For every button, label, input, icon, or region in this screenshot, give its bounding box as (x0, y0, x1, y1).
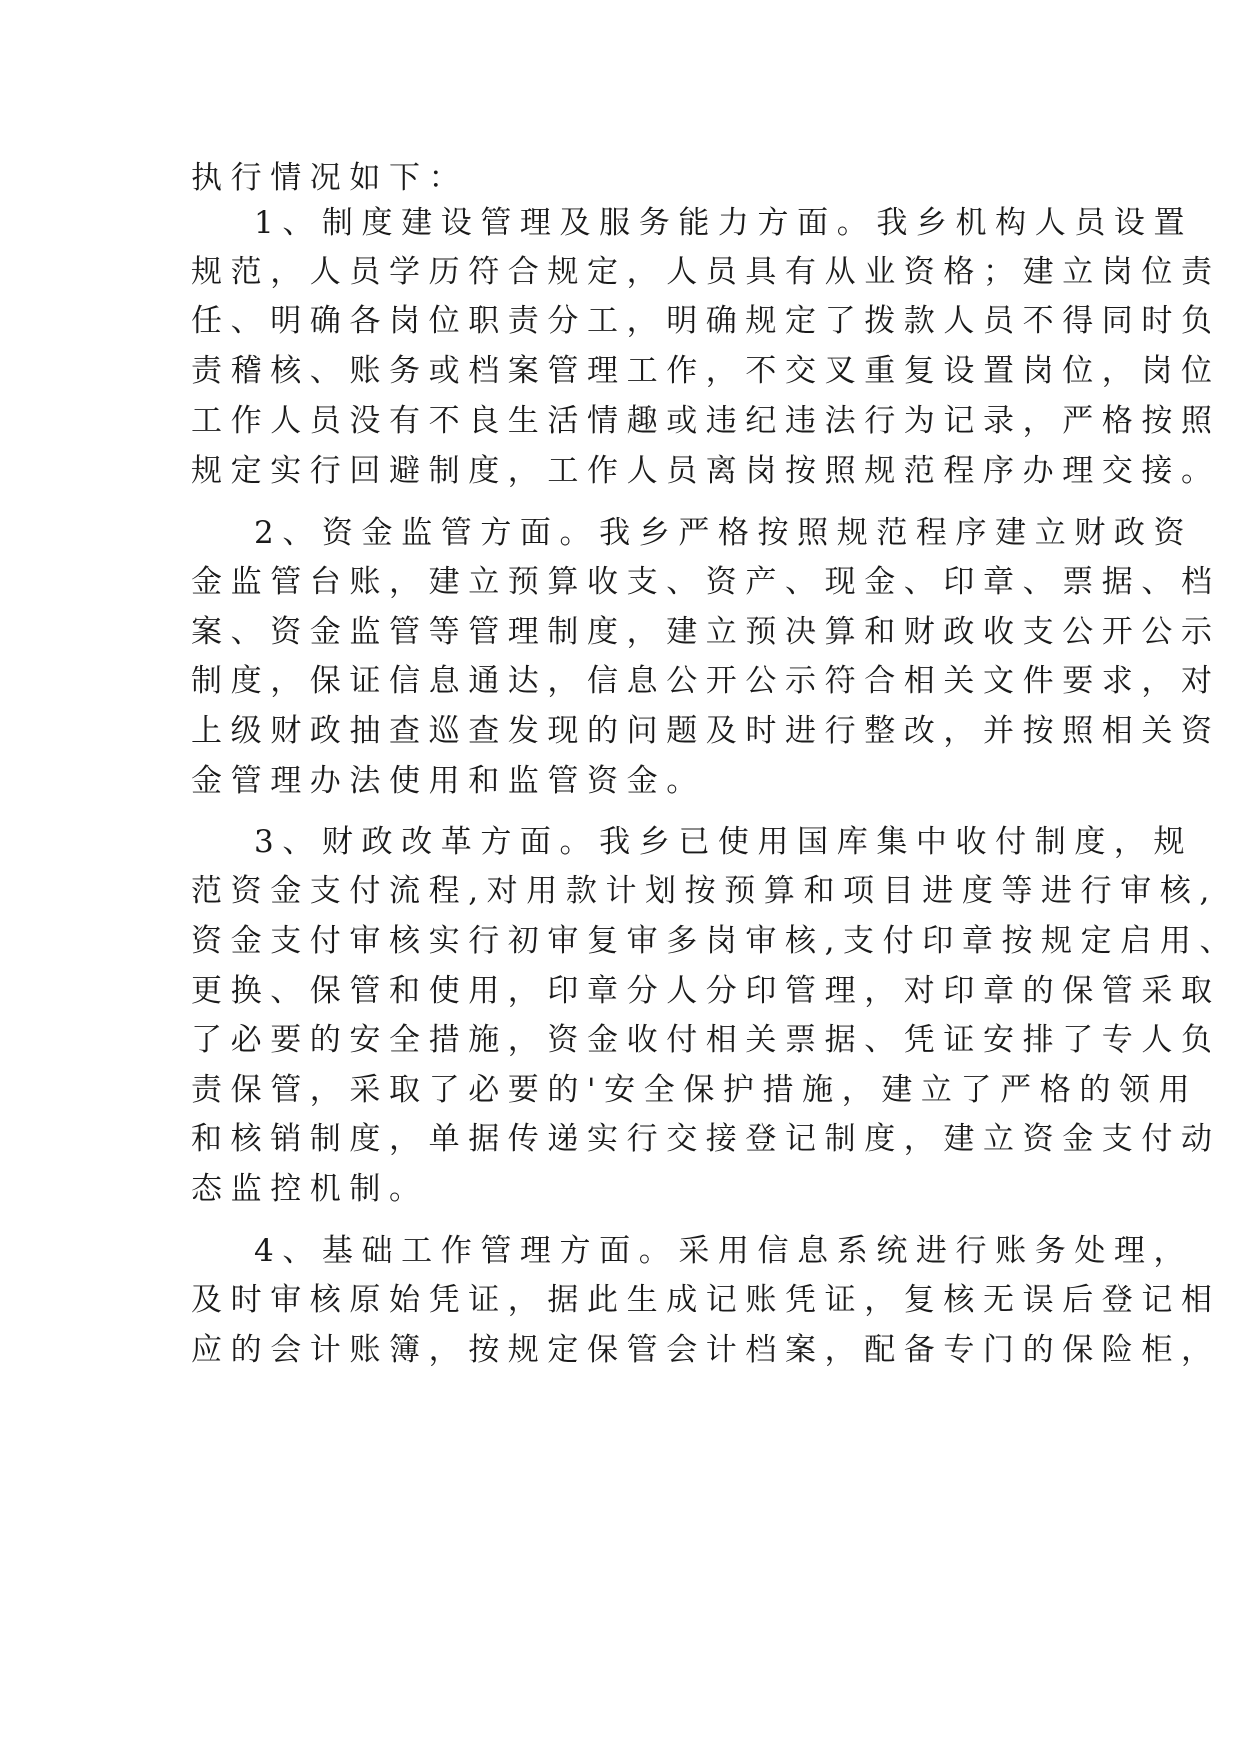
text-line: 工作人员没有不良生活情趣或违纪违法行为记录，严格按照 (191, 403, 1221, 439)
text-line: 了必要的安全措施，资金收付相关票据、凭证安排了专人负 (191, 1022, 1221, 1058)
text-line: 应的会计账簿，按规定保管会计档案，配备专门的保险柜， (191, 1332, 1221, 1368)
text-line: 规范，人员学历符合规定，人员具有从业资格；建立岗位责 (191, 254, 1221, 290)
text-line: 制度，保证信息通达，信息公开公示符合相关文件要求，对 (191, 663, 1221, 699)
text-line: 上级财政抽查巡查发现的问题及时进行整改，并按照相关资 (191, 713, 1221, 749)
text-line: 责保管，采取了必要的'安全保护措施，建立了严格的领用 (191, 1072, 1199, 1108)
paragraph-4-first-line: 4、基础工作管理方面。采用信息系统进行账务处理， (254, 1233, 1194, 1269)
text-line: 和核销制度，单据传递实行交接登记制度，建立资金支付动 (191, 1121, 1221, 1157)
paragraph-1-first-line: 1、制度建设管理及服务能力方面。我乡机构人员设置 (254, 205, 1194, 241)
text-line: 及时审核原始凭证，据此生成记账凭证，复核无误后登记相 (191, 1282, 1221, 1318)
text-line: 资金支付审核实行初审复审多岗审核,支付印章按规定启用、 (191, 923, 1240, 959)
text-line: 更换、保管和使用，印章分人分印管理，对印章的保管采取 (191, 973, 1221, 1009)
text-line: 执行情况如下： (191, 160, 469, 196)
text-line: 案、资金监管等管理制度，建立预决算和财政收支公开公示 (191, 614, 1221, 650)
text-line: 规定实行回避制度，工作人员离岗按照规范程序办理交接。 (191, 453, 1221, 489)
text-line: 金监管台账，建立预算收支、资产、现金、印章、票据、档 (191, 564, 1221, 600)
paragraph-2-first-line: 2、资金监管方面。我乡严格按照规范程序建立财政资 (254, 515, 1194, 551)
text-line: 责稽核、账务或档案管理工作，不交叉重复设置岗位，岗位 (191, 353, 1221, 389)
text-line: 金管理办法使用和监管资金。 (191, 763, 706, 799)
text-line: 态监控机制。 (191, 1171, 429, 1207)
paragraph-3-first-line: 3、财政改革方面。我乡已使用国库集中收付制度，规 (254, 824, 1194, 860)
text-line: 范资金支付流程,对用款计划按预算和项目进度等进行审核, (191, 873, 1218, 909)
text-line: 任、明确各岗位职责分工，明确规定了拨款人员不得同时负 (191, 303, 1221, 339)
